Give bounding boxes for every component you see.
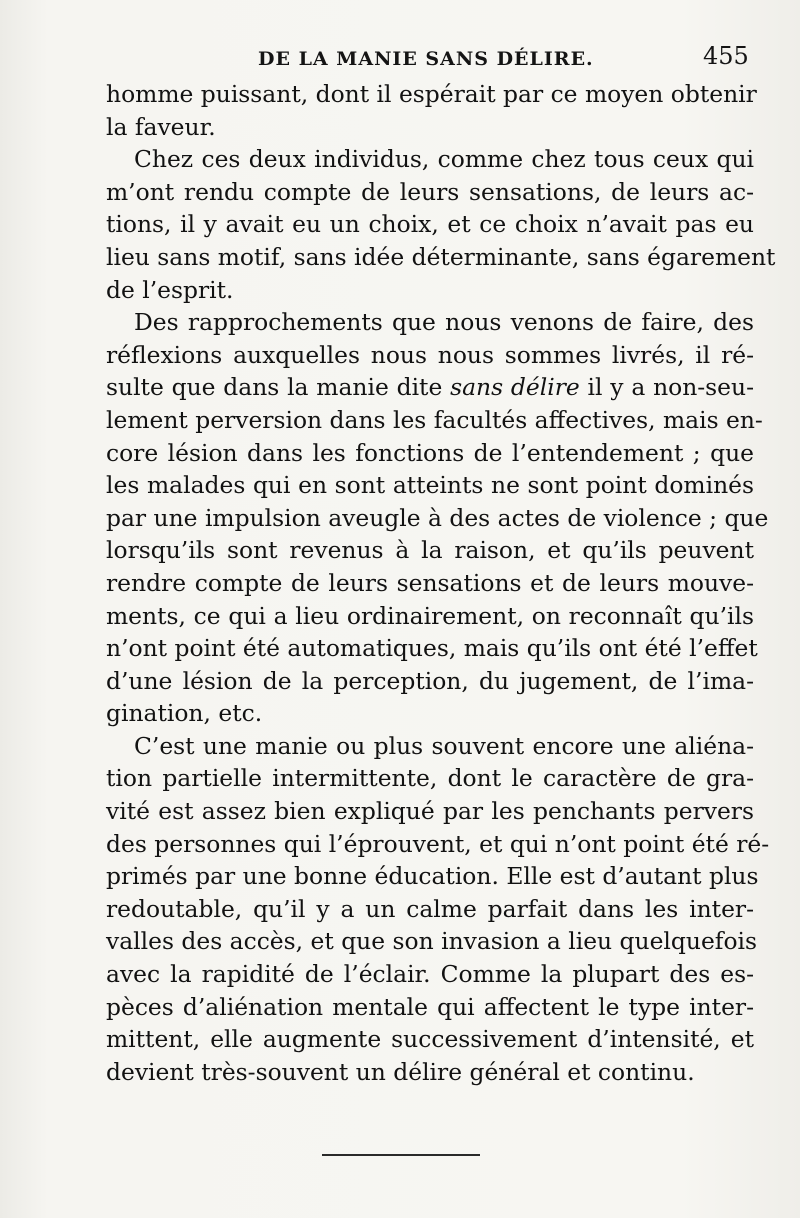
text-line: redoutable, qu’il y a un calme parfait dans les inter- [106,894,754,923]
text-line: sulte que dans la manie dite sans délire il y a non-seu- [106,373,754,402]
text-line: gination, etc. [106,699,263,728]
page-number: 455 [703,42,749,70]
text-line: lorsqu’ils sont revenus à la raison, et qu’ils peuvent [106,536,754,565]
text-line: devient très-souvent un délire général et continu. [106,1057,695,1086]
running-head [0,40,800,76]
text-line: C’est une manie ou plus souvent encore une aliéna- [134,731,754,760]
text-line: des personnes qui l’éprouvent, et qui n’ont point été ré- [106,829,770,858]
text-line: tions, il y avait eu un choix, et ce choix n’avait pas eu [106,210,754,239]
text-line: ments, ce qui a lieu ordinairement, on reconnaît qu’ils [106,601,754,630]
text-line: homme puissant, dont il espérait par ce moyen obtenir [106,80,757,108]
text-line: valles des accès, et que son invasion a lieu quelquefois [106,927,758,956]
text-line: d’une lésion de la perception, du jugement, de l’ima- [106,666,754,695]
text-line: de l’esprit. [106,275,234,304]
text-line: par une impulsion aveugle à des actes de violence ; que [106,503,769,532]
text-line: tion partielle intermittente, dont le caractère de gra- [106,764,754,793]
text-line: n’ont point été automatiques, mais qu’ils ont été l’effet [106,634,758,663]
text-line: réflexions auxquelles nous nous sommes livrés, il ré- [106,340,754,369]
text-line: mittent, elle augmente successivement d’intensité, et [106,1025,754,1054]
text-line: core lésion dans les fonctions de l’entendement ; que [106,438,754,467]
end-rule [322,1154,480,1156]
text-line: vité est assez bien expliqué par les penchants pervers [106,797,754,826]
text-line: lieu sans motif, sans idée déterminante, sans égarement [106,242,776,271]
body-text [106,78,776,1088]
running-head-title: DE LA MANIE SANS DÉLIRE. [258,48,594,70]
text-line: les malades qui en sont atteints ne sont point dominés [106,471,754,500]
text-line: pèces d’aliénation mentale qui affectent le type inter- [106,992,754,1021]
text-line: m’ont rendu compte de leurs sensations, de leurs ac- [106,177,754,206]
text-line: Des rapprochements que nous venons de faire, des [134,308,754,337]
text-line: primés par une bonne éducation. Elle est d’autant plus [106,862,759,891]
text-line: la faveur. [106,112,216,141]
text-line: avec la rapidité de l’éclair. Comme la plupart des es- [106,960,754,989]
italic-phrase: sans délire [450,373,580,402]
text-line: Chez ces deux individus, comme chez tous ceux qui [134,145,754,174]
text-line: rendre compte de leurs sensations et de leurs mouve- [106,568,754,597]
text-line: lement perversion dans les facultés affectives, mais en- [106,405,763,434]
